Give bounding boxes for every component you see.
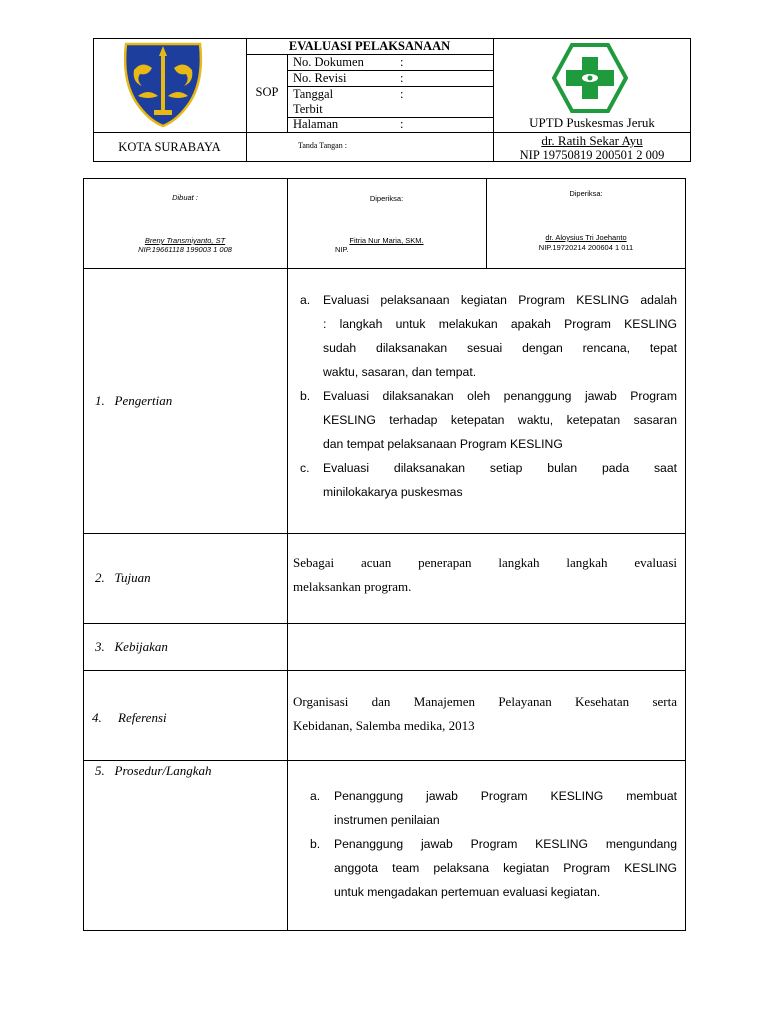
field-halaman: Halaman: [293, 117, 339, 131]
approval-checked2-label: Diperiksa:: [569, 189, 603, 198]
head-nip: NIP 19750819 200501 2 009: [519, 148, 665, 162]
section-1-item-a: a. Evaluasi pelaksanaan kegiatan Program KESLING adalah : langkah untuk melakukan apakah Program KESLING sudah dilaksanakan sesuai dengan rencana, tepat waktu, sasaran, dan tempat.: [300, 293, 677, 379]
section-1-item-c: c. Evaluasi dilaksanakan setiap bulan pada saat minilokakarya puskesmas: [300, 461, 677, 499]
approval-made-nip: NIP.19661118 199003 1 008: [138, 245, 232, 254]
section-2-text: Sebagai acuan penerapan langkah langkah evaluasi melaksankan program.: [293, 555, 677, 594]
section-5-item-b: b. Penanggung jawab Program KESLING mengundang anggota team pelaksana kegiatan Program KESLING untuk mengadakan pertemuan evaluasi kegiatan.: [310, 837, 677, 899]
approval-checked2-nip: NIP.19720214 200604 1 011: [538, 243, 634, 252]
section-3-heading: 3. Kebijakan: [95, 639, 168, 654]
surabaya-crest-icon: [118, 40, 208, 128]
section-1-item-b: b. Evaluasi dilaksanakan oleh penanggung jawab Program KESLING terhadap ketepatan waktu, ketepatan sasaran dan tempat pelaksanaan Program KESLING: [300, 389, 677, 451]
city-name: KOTA SURABAYA: [118, 140, 221, 154]
approval-made-label: Dibuat :: [172, 193, 198, 202]
approval-made-name: Breny Transmiyanto, ST: [144, 236, 226, 245]
field-no-dokumen: No. Dokumen: [293, 55, 364, 69]
field-tanggal-terbit: Tanggal Terbit: [293, 87, 334, 116]
section-4-heading: 4. Referensi: [92, 710, 167, 725]
approval-checked1-name: Fitria Nur Maria, SKM.: [349, 236, 424, 245]
section-5-heading: 5. Prosedur/Langkah: [95, 763, 212, 778]
approval-checked1-label: Diperiksa:: [369, 194, 404, 203]
header-title: EVALUASI PELAKSANAAN: [288, 39, 451, 53]
signature-label: Tanda Tangan :: [298, 141, 347, 150]
section-2-heading: 2. Tujuan: [95, 570, 151, 585]
org-name: UPTD Puskesmas Jeruk: [529, 115, 655, 130]
section-5-item-a: a. Penanggung jawab Program KESLING membuat instrumen penilaian: [310, 789, 677, 827]
section-1-heading: 1. Pengertian: [95, 393, 173, 408]
field-no-revisi: No. Revisi: [293, 71, 347, 85]
approval-checked1-nip: NIP.: [335, 245, 349, 254]
sop-label: SOP: [255, 85, 279, 99]
approval-checked2-name: dr. Aloysius Tri Joehanto: [545, 233, 627, 242]
section-4-text: Organisasi dan Manajemen Pelayanan Kesehatan serta Kebidanan, Salemba medika, 2013: [293, 694, 677, 733]
head-name: dr. Ratih Sekar Ayu: [541, 133, 643, 148]
puskesmas-cross-icon: [552, 43, 628, 113]
